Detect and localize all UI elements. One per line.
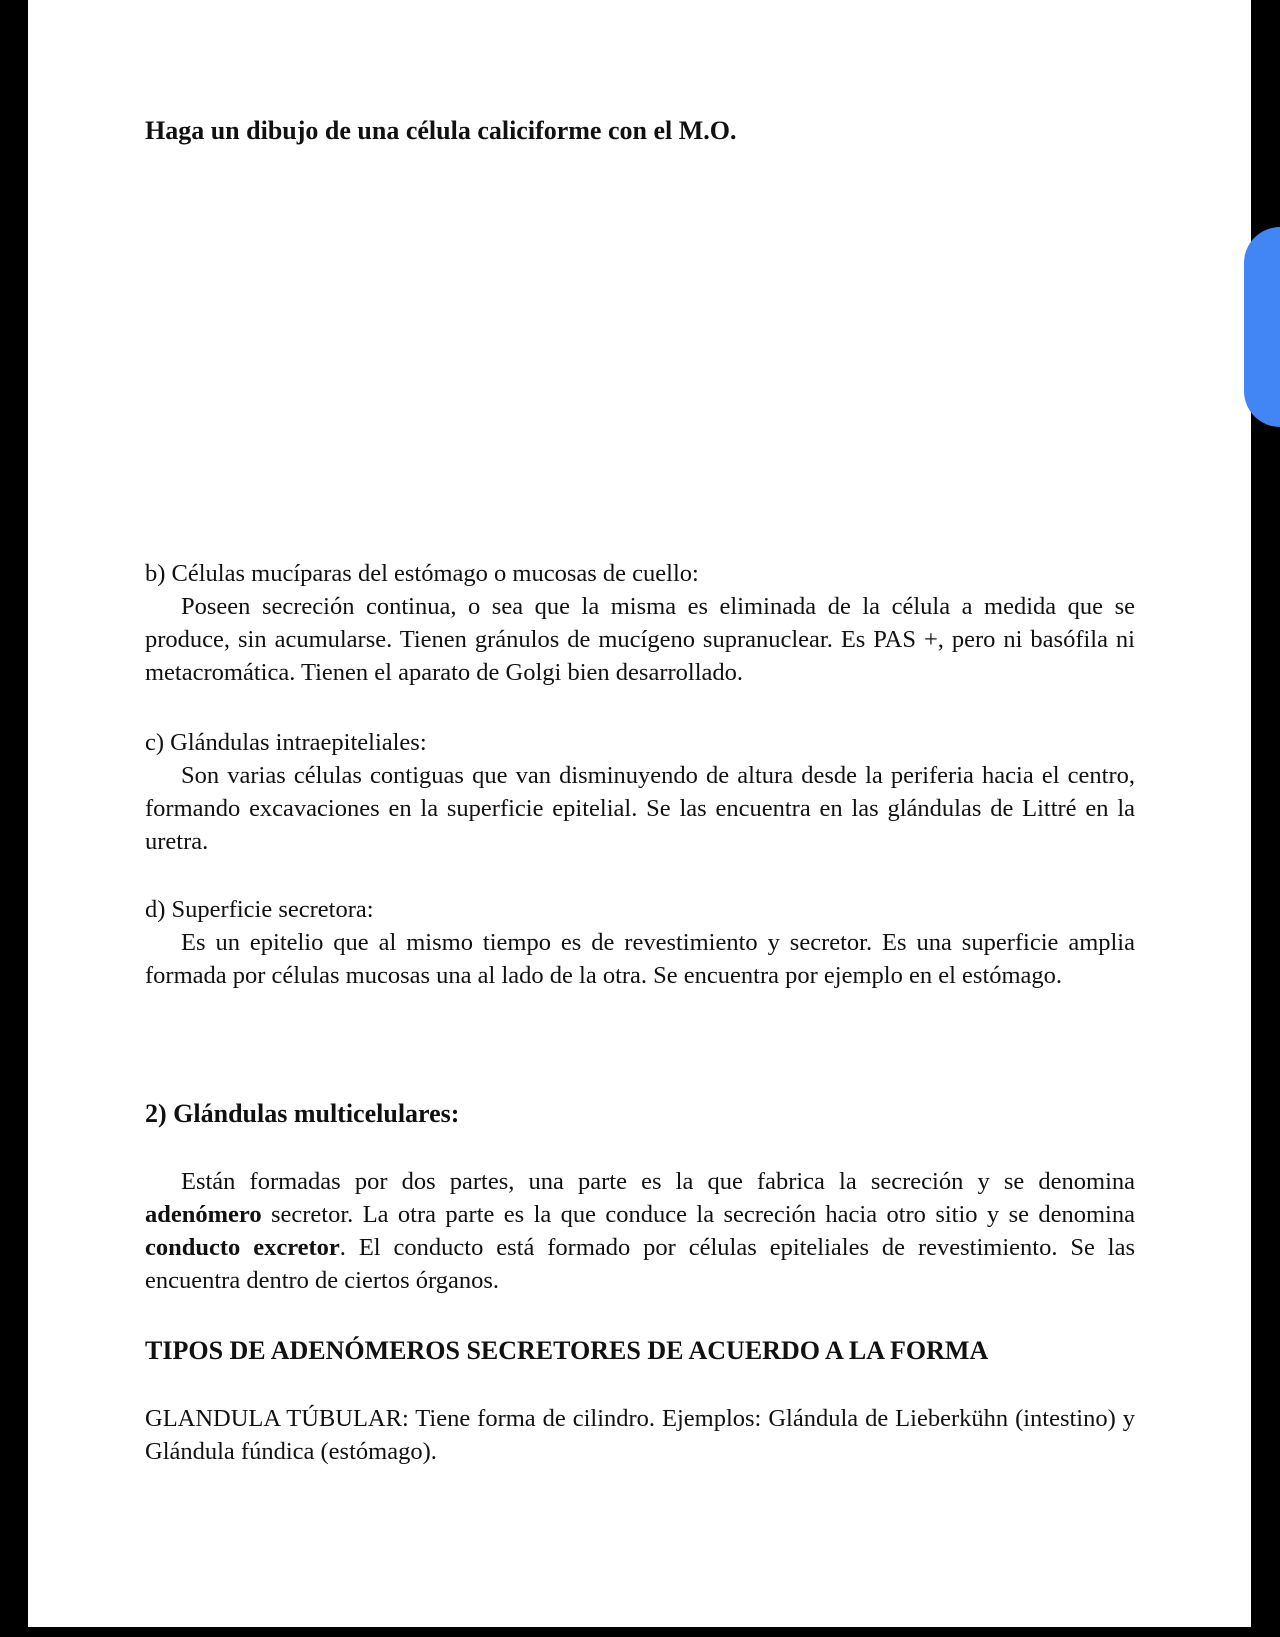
section-b-body: Poseen secreción continua, o sea que la misma es eliminada de la célula a medida que se produce, sin acumularse. Tienen gránulos de mucígeno supranuclear. Es PAS +, pero ni basófila ni metacromática. Tienen el aparato de Golgi bien desarrollado. [145,593,1135,686]
section-2-heading: 2) Glándulas multicelulares: [145,1099,460,1128]
section-2-text-1: Están formadas por dos partes, una parte es la que fabrica la secreción y se denomina [181,1168,1135,1195]
section-b-heading: b) Células mucíparas del estómago o mucosas de cuello: [145,560,699,587]
scroll-handle[interactable] [1244,227,1280,427]
section-b [145,557,1135,689]
section-c-heading: c) Glándulas intraepiteliales: [145,729,427,756]
section-2-text-3: . El conducto está formado por células epiteliales de revestimiento. Se las encuentra dentro de ciertos órganos. [145,1234,1135,1294]
section-c [145,726,1135,858]
drawing-prompt-title: Haga un dibujo de una célula caliciforme con el M.O. [145,116,737,145]
section-d [145,893,1135,992]
section-c-body: Son varias células contiguas que van disminuyendo de altura desde la periferia hacia el centro, formando excavaciones en la superficie epitelial. Se las encuentra en las glándulas de Littré en la uretra. [145,762,1135,855]
tipos-heading: TIPOS DE ADENÓMEROS SECRETORES DE ACUERDO A LA FORMA [145,1336,989,1365]
section-d-heading: d) Superficie secretora: [145,896,374,923]
section-d-body: Es un epitelio que al mismo tiempo es de revestimiento y secretor. Es una superficie amplia formada por células mucosas una al lado de la otra. Se encuentra por ejemplo en el estómago. [145,929,1135,989]
glandula-tubular: GLANDULA TÚBULAR: Tiene forma de cilindro. Ejemplos: Glándula de Lieberkühn (intestino) y Glándula fúndica (estómago). [145,1405,1135,1465]
section-2-bold-adenomero: adenómero [145,1201,262,1228]
section-2-bold-conducto: conducto excretor [145,1234,340,1261]
section-2-text-2: secretor. La otra parte es la que conduce la secreción hacia otro sitio y se denomina [261,1201,1135,1228]
section-2-body [145,1165,1135,1297]
